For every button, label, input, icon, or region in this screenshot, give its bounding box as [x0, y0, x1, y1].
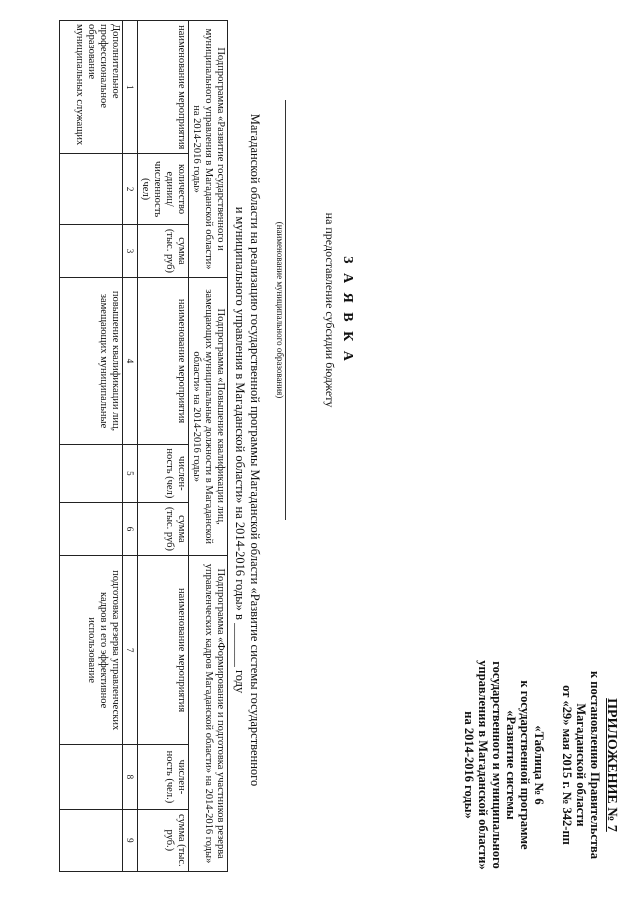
column-number: 2 [123, 154, 138, 224]
table-cell [60, 154, 123, 224]
table-cell [60, 809, 123, 871]
appendix-line: к постановлению Правительства [588, 670, 602, 860]
intro-text [232, 20, 262, 880]
municipality-caption: (наименование муниципального образования) [275, 221, 285, 399]
column-number: 9 [123, 809, 138, 871]
column-number: 1 [123, 21, 138, 154]
table-cell [60, 224, 123, 277]
column-header: наименование мероприятия [138, 556, 189, 745]
table-reference: «Таблица № 6 [532, 725, 546, 805]
column-number: 5 [123, 444, 138, 502]
column-header: сумма (тыс. руб.) [138, 809, 189, 871]
column-header: числен- ность (чел.) [138, 745, 189, 809]
table-cell [60, 502, 123, 555]
table-column-header-row [138, 21, 189, 872]
table-cell: повышение квалификации лиц, замещающих муниципальные [60, 278, 123, 445]
column-number-row [123, 21, 138, 872]
appendix-line: от «29» мая 2015 г. № 342-пп [560, 685, 574, 845]
zayavka-heading: З А Я В К А [340, 256, 355, 364]
column-header: наименование мероприятия [138, 21, 189, 154]
intro-line: Магаданской области на реализацию государственной программы Магаданской области «Развитие системы государственного [248, 113, 262, 787]
document-title [322, 180, 355, 440]
table-group-header-row [189, 21, 228, 872]
column-number: 8 [123, 745, 138, 809]
column-header: количество единиц/ численность (чел) [138, 154, 189, 224]
table-cell [60, 444, 123, 502]
table-row [60, 21, 123, 872]
subprogram-3-header: Подпрограмма «Формирование и подготовка участников резерва управленческих кадров Магаданской области» на 2014-2016 годы» [189, 556, 228, 872]
program-line: государственного и муниципального [490, 661, 504, 869]
subprogram-1-header: Подпрограмма «Развитие государственного и муниципального управления в Магаданской области» на 2014-2016 годы» [189, 21, 228, 278]
table-cell: подготовка резерва управленческих кадров и его эффективное использование [60, 556, 123, 745]
column-number: 4 [123, 278, 138, 445]
intro-line: и муниципального управления в Магаданской области» на 2014-2016 годы» в _______ году [233, 206, 247, 694]
appendix-line: Магаданской области [574, 703, 588, 827]
program-line: управления в Магаданской области» [476, 660, 490, 870]
municipality-blank-line [285, 100, 300, 520]
appendix-header [462, 650, 618, 880]
appendix-number: ПРИЛОЖЕНИЕ № 7 [604, 698, 619, 832]
table-cell [60, 745, 123, 809]
program-line: на 2014-2016 годы» [462, 711, 476, 819]
subprogram-2-header: Подпрограмма «Повышение квалификации лиц, замещающих муниципальные должности в Магаданской области» на 2014-2016 годы» [189, 278, 228, 556]
table-cell: Дополнительное профессиональное образование муниципальных служащих [60, 21, 123, 154]
program-line: «Развитие системы [504, 710, 518, 820]
column-number: 3 [123, 224, 138, 277]
column-number: 7 [123, 556, 138, 745]
column-header: наименование мероприятия [138, 278, 189, 445]
column-header: числен- ность (чел) [138, 444, 189, 502]
subsidy-table [59, 20, 228, 872]
zayavka-subtitle: на предоставление субсидии бюджету [323, 212, 337, 408]
column-number: 6 [123, 502, 138, 555]
column-header: сумма (тыс. руб) [138, 224, 189, 277]
program-line: к государственной программе [518, 680, 532, 850]
column-header: сумма (тыс. руб) [138, 502, 189, 555]
